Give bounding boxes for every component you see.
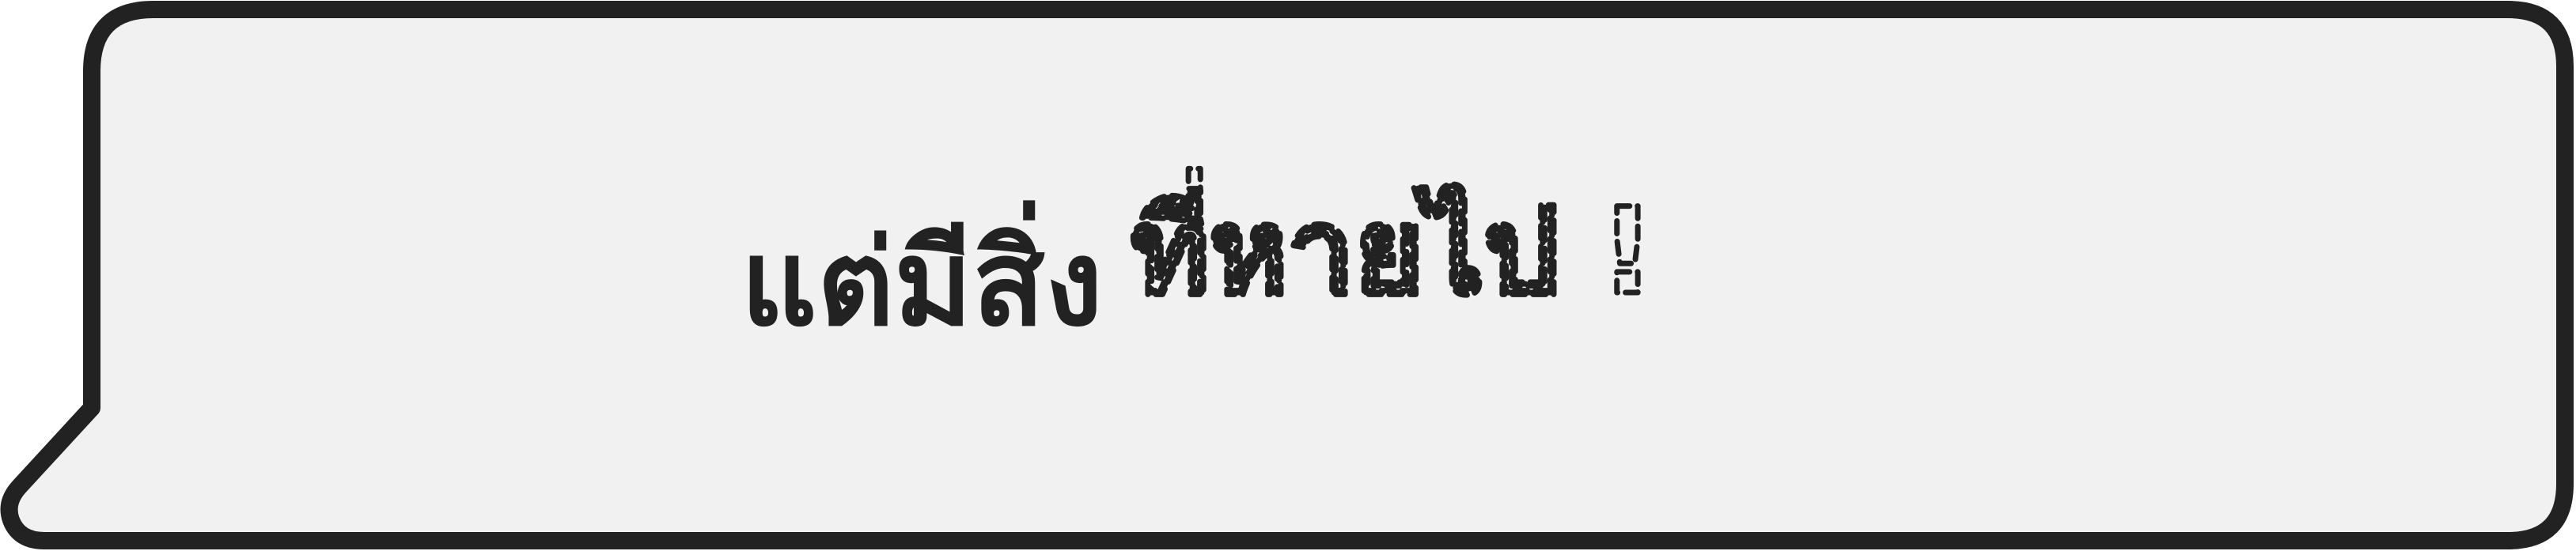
message-dashed-text: ที่หายไป ! (1131, 183, 1655, 321)
message-line (741, 174, 1867, 353)
message-dashed-text-svg (1131, 174, 1867, 324)
message-solid-text: แต่มีสิ่ง (741, 214, 1103, 353)
